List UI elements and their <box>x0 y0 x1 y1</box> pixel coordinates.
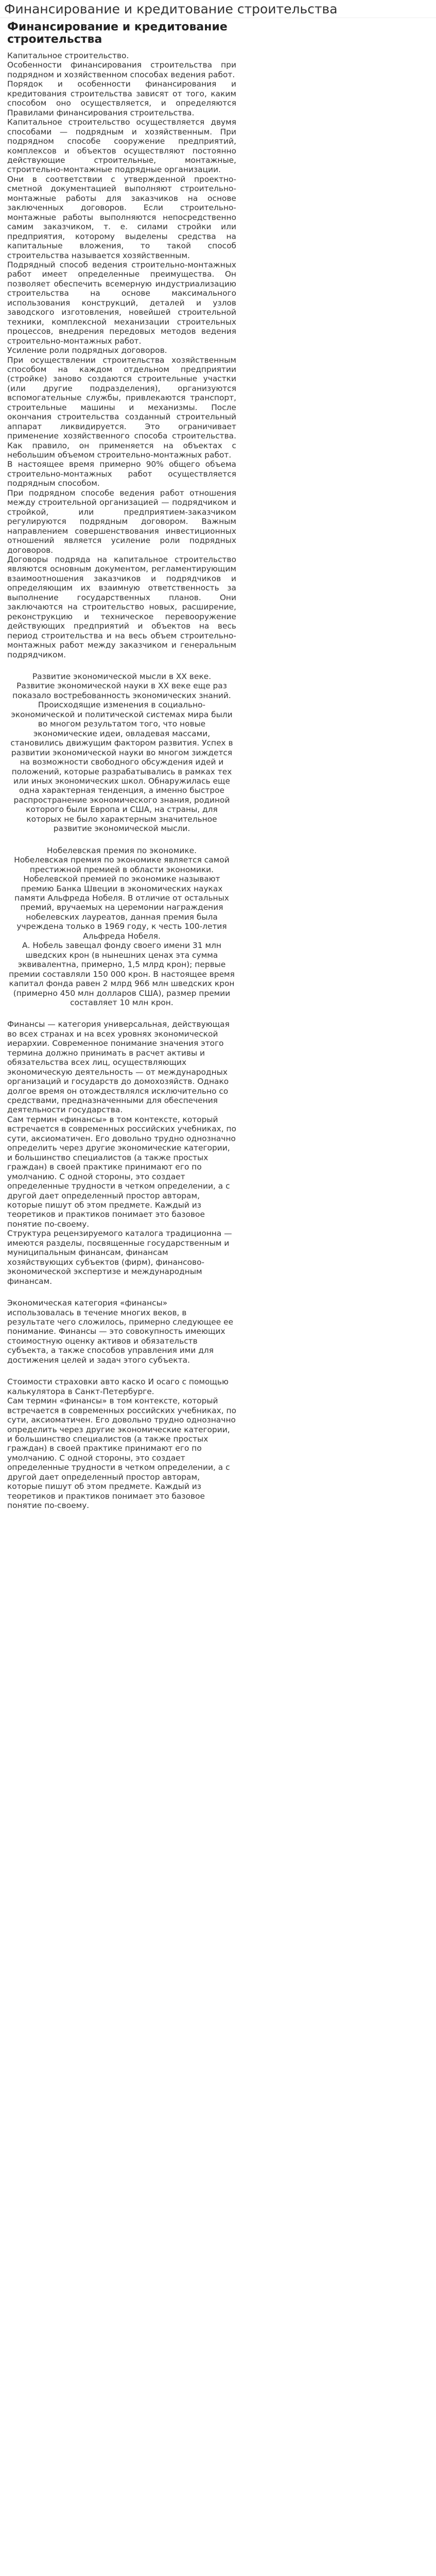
page-title: Финансирование и кредитование строительства <box>0 0 436 18</box>
section-paragraph: Развитие экономической науки в XX веке еще раз показало востребованность экономических знаний. Происходящие изменения в социально-экономической и политической системах мира были во многом результатом того, что новые экономические идеи, овладевая массами, становились движущим фактором развития. Успех в развитии экономической науки во многом зиждется на возможности свободного обсуждения идей и положений, которые разрабатывались в рамках тех или иных экономических школ. Обнаружилась еще одна характерная тенденция, а именно быстрое распространение экономического знания, родиной которого были Европа и США, на страны, для которых не было характерным значительное развитие экономической мысли. <box>10 681 233 834</box>
article-paragraph: В настоящее время примерно 90% общего объема строительно-монтажных работ осуществляется подрядным способом. <box>7 460 236 488</box>
section-paragraph: А. Нобель завещал фонду своего имени 31 млн шведских крон (в нынешних ценах эта сумма эквивалентна, примерно, 1,5 млрд крон); первые премии составляли 150 000 крон. В настоящее время капитал фонда равен 2 млрд 966 млн шведских крон (примерно 450 млн долларов США), размер премии составляет 10 млн крон. <box>9 941 235 1007</box>
article-paragraph: Усиление роли подрядных договоров. <box>7 346 167 355</box>
article-paragraph: Они в соответствии с утвержденной проектно-сметной документацией выполняют строительно-монтажные работы для заказчиков на основе заключенных договоров. Если строительно-монтажные работы выполняются непосредственно самим заказчиком, т. е. силами стройки или предприятия, которому выделены средства на капитальные вложения, то такой способ строительства называется хозяйственным. <box>7 174 236 260</box>
article-paragraph: Подрядный способ ведения строительно-монтажных работ имеет определенные преимущества. Он позволяет обеспечить всемерную индустриализацию строительства на основе максимального использования конструкций, деталей и узлов заводского изготовления, новейшей строительной техники, комплексной механизации строительных процессов, внедрения передовых методов ведения строительно-монтажных работ. <box>7 260 236 346</box>
article-paragraph: Капитальное строительство осуществляется двумя способами — подрядным и хозяйственным. При подрядном способе сооружение предприятий, комплексов и объектов осуществляют постоянно действующие строительные, монтажные, строительно-монтажные подрядные организации. <box>7 117 236 175</box>
section-paragraph: Экономическая категория «финансы» использовалась в течение многих веков, в результате чего сложилось, примерно следующее ее понимание. Финансы — это совокупность имеющих стоимостную оценку активов и обязательств субъекта, а также способов управления ими для достижения целей и задач этого субъекта. <box>7 1298 234 1365</box>
article-body <box>7 51 236 659</box>
section-insurance <box>7 1377 236 1510</box>
section-finance-category <box>7 1020 236 1286</box>
section-paragraph: Структура рецензируемого каталога традиционна — имеются разделы, посвященные государственным и муниципальным финансам, финансам хозяйствующих субъектов (фирм), финансово-экономической экспертизе и международным финансам. <box>7 1229 232 1286</box>
section-paragraph: Стоимости страховки авто каско И осаго с помощью калькулятора в Санкт-Петербурге. <box>7 1377 229 1396</box>
section-paragraph: Нобелевская премия по экономике является самой престижной премией в области экономики. Нобелевской премией по экономике называют премию Банка Швеции в экономических науках памяти Альфреда Нобеля. В отличие от остальных премий, вручаемых на церемонии награждения нобелевских лауреатов, данная премия была учреждена только в 1969 году, к честь 100-летия Альфреда Нобеля. <box>14 855 230 941</box>
section-heading: Нобелевская премия по экономике. <box>46 845 197 855</box>
article-paragraph: Договоры подряда на капитальное строительство являются основным документом, регламентирующим взаимоотношения заказчиков и подрядчиков и определяющим их взаимную ответственность за выполнение государственных планов. Они заключаются на строительство новых, расширение, реконструкцию и техническое перевооружение действующих предприятий и объектов на весь период строительства и на весь объем строительно-монтажных работ между заказчиком и генеральным подрядчиком. <box>7 555 236 659</box>
section-paragraph: Финансы — категория универсальная, действующая во всех странах и на всех уровнях экономической иерархии. Современное понимание значения этого термина должно принимать в расчет активы и обязательства всех лиц, осуществляющих экономическую деятельность — от международных организаций и государств до домохозяйств. Однако долгое время он отождествлялся исключительно со средствами, предназначенными для обеспечения деятельности государства. <box>7 1020 230 1115</box>
section-paragraph: Сам термин «финансы» в том контексте, который встречается в современных российских учебниках, по сути, аксиоматичен. Его довольно трудно однозначно определить через другие экономические категории, и большинство специалистов (а также простых граждан) в своей практике принимают его по умолчанию. С одной стороны, это создает определенные трудности в четком определении, а с другой дает определенный простор авторам, которые пишут об этом предмете. Каждый из теоретиков и практиков понимает это базовое понятие по-своему. <box>7 1114 237 1229</box>
section-economic-thought <box>7 672 236 834</box>
section-finance-definition <box>7 1298 236 1365</box>
section-nobel-prize <box>7 846 236 1008</box>
article-paragraph: При осуществлении строительства хозяйственным способом на каждом отдельном предприятии (стройке) заново создаются строительные участки (или другие подразделения), организуются вспомогательные службы, привлекаются транспорт, строительные машины и механизмы. После окончания строительства созданный строительный аппарат ликвидируется. Это ограничивает применение хозяйственного способа строительства. Как правило, он применяется на объектах с небольшим объемом строительно-монтажных работ. <box>7 355 236 460</box>
article-paragraph: Особенности финансирования строительства при подрядном и хозяйственном способах ведения работ. <box>7 60 236 79</box>
section-paragraph: Сам термин «финансы» в том контексте, который встречается в современных российских учебниках, по сути, аксиоматичен. Его довольно трудно однозначно определить через другие экономические категории, и большинство специалистов (а также простых граждан) в своей практике принимают его по умолчанию. С одной стороны, это создает определенные трудности в четком определении, а с другой дает определенный простор авторам, которые пишут об этом предмете. Каждый из теоретиков и практиков понимает это базовое понятие по-своему. <box>7 1396 237 1511</box>
article-paragraph: При подрядном способе ведения работ отношения между строительной организацией — подрядчиком и стройкой, или предприятием-заказчиком регулируются подрядным договором. Важным направлением совершенствования инвестиционных отношений является усиление роли подрядных договоров. <box>7 488 236 555</box>
article-paragraph: Капитальное строительство. <box>7 51 129 60</box>
article-heading: Финансирование и кредитование строительства <box>7 21 228 46</box>
article-paragraph: Порядок и особенности финансирования и кредитования строительства зависят от того, каким способом оно осуществляется, и определяются Правилами финансирования строительства. <box>7 79 236 117</box>
section-heading: Развитие экономической мысли в XX веке. <box>32 672 212 681</box>
